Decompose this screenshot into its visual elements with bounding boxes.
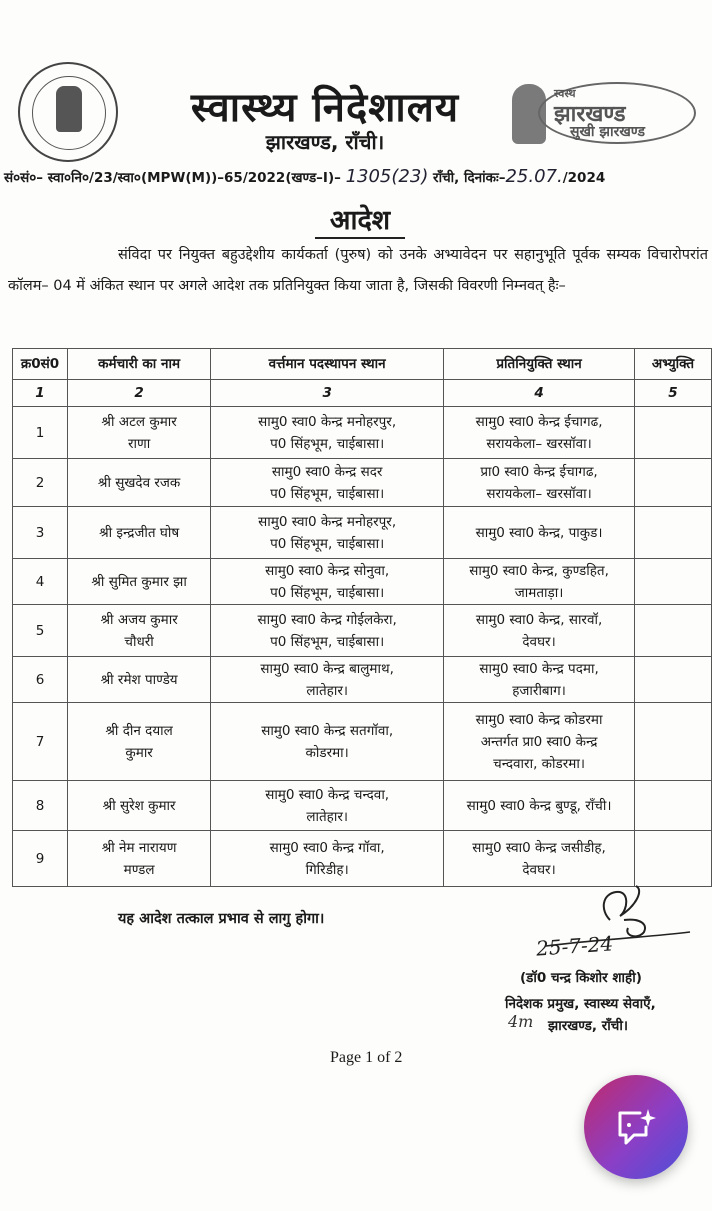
cell-sn: 4 <box>13 559 68 605</box>
lion-capital-icon <box>56 86 82 132</box>
cell-employee-name: श्री अजय कुमार चौधरी <box>68 605 211 657</box>
logo-line-1: स्वस्थ <box>554 87 576 100</box>
cell-deputation-place: सामु0 स्वा0 केन्द्र, सारवॉ, देवघर। <box>444 605 635 657</box>
cell-sn: 8 <box>13 781 68 831</box>
government-emblem <box>18 62 118 162</box>
cell-sn: 2 <box>13 459 68 507</box>
cell-deputation-place: सामु0 स्वा0 केन्द्र, कुण्डहित, जामताड़ा। <box>444 559 635 605</box>
page-number: Page 1 of 2 <box>330 1049 403 1066</box>
column-number: 5 <box>635 380 712 407</box>
column-number: 3 <box>211 380 444 407</box>
table-row <box>13 703 712 781</box>
cell-employee-name: श्री इन्द्रजीत घोष <box>68 507 211 559</box>
cell-employee-name: श्री दीन दयाल कुमार <box>68 703 211 781</box>
cell-deputation-place: सामु0 स्वा0 केन्द्र जसीडीह, देवघर। <box>444 831 635 887</box>
cell-current-posting: सामु0 स्वा0 केन्द्र बालुमाथ, लातेहार। <box>211 657 444 703</box>
ai-chat-sparkle-icon <box>614 1105 658 1149</box>
cell-current-posting: सामु0 स्वा0 केन्द्र मनोहरपुर, प0 सिंहभूम, चाईबासा। <box>211 407 444 459</box>
cell-employee-name: श्री सुरेश कुमार <box>68 781 211 831</box>
cell-remark <box>635 657 712 703</box>
cell-employee-name: श्री अटल कुमार राणा <box>68 407 211 459</box>
table-header-row <box>13 349 712 380</box>
header-remarks: अभ्युक्ति <box>635 349 712 380</box>
cell-remark <box>635 703 712 781</box>
cell-current-posting: सामु0 स्वा0 केन्द्र गोईलकेरा, प0 सिंहभूम, चाईबासा। <box>211 605 444 657</box>
cell-sn: 5 <box>13 605 68 657</box>
cell-deputation-place: सामु0 स्वा0 केन्द्र कोडरमा अन्तर्गत प्रा0 स्वा0 केन्द्र चन्दवारा, कोडरमा। <box>444 703 635 781</box>
column-number-row <box>13 380 712 407</box>
cell-current-posting: सामु0 स्वा0 केन्द्र मनोहरपूर, प0 सिंहभूम, चाईबासा। <box>211 507 444 559</box>
signature-date: 25-7-24 <box>535 931 614 961</box>
reference-prefix: सं०सं०– स्वा०नि०/23/स्वा०(MPW(M))–65/2022(खण्ड–I)– <box>4 170 341 186</box>
cell-deputation-place: सामु0 स्वा0 केन्द्र, पाकुड। <box>444 507 635 559</box>
logo-line-3: सुखी झारखण्ड <box>570 124 645 140</box>
cell-current-posting: सामु0 स्वा0 केन्द्र चन्दवा, लातेहार। <box>211 781 444 831</box>
cell-deputation-place: सामु0 स्वा0 केन्द्र पदमा, हजारीबाग। <box>444 657 635 703</box>
table-row <box>13 781 712 831</box>
cell-current-posting: सामु0 स्वा0 केन्द्र गॉवा, गिरिडीह। <box>211 831 444 887</box>
cell-employee-name: श्री नेम नारायण मण्डल <box>68 831 211 887</box>
cell-remark <box>635 605 712 657</box>
cell-employee-name: श्री सुखदेव रजक <box>68 459 211 507</box>
place-date-label: राँची, दिनांकः– <box>433 170 506 186</box>
column-number: 2 <box>68 380 211 407</box>
cell-remark <box>635 781 712 831</box>
reference-line <box>4 166 708 187</box>
cell-deputation-place: प्रा0 स्वा0 केन्द्र ईचागढ, सरायकेला– खरसॉवा। <box>444 459 635 507</box>
reference-year: /2024 <box>562 170 606 186</box>
document-subtitle: झारखण्ड, राँची। <box>265 130 385 154</box>
ai-assistant-button[interactable] <box>584 1075 688 1179</box>
cell-sn: 9 <box>13 831 68 887</box>
column-number: 1 <box>13 380 68 407</box>
signer-name: (डॉ0 चन्द्र किशोर शाही) <box>520 970 642 986</box>
table-row <box>13 559 712 605</box>
header-name: कर्मचारी का नाम <box>68 349 211 380</box>
cell-current-posting: सामु0 स्वा0 केन्द्र सोनुवा, प0 सिंहभूम, चाईबासा। <box>211 559 444 605</box>
column-number: 4 <box>444 380 635 407</box>
cell-sn: 3 <box>13 507 68 559</box>
cell-remark <box>635 459 712 507</box>
cell-sn: 7 <box>13 703 68 781</box>
table-row <box>13 605 712 657</box>
logo-line-2: झारखण्ड <box>554 102 626 127</box>
cell-sn: 1 <box>13 407 68 459</box>
cell-remark <box>635 407 712 459</box>
table-row <box>13 831 712 887</box>
cell-sn: 6 <box>13 657 68 703</box>
reference-number: 1305(23) <box>345 166 429 187</box>
signer-designation: निदेशक प्रमुख, स्वास्थ्य सेवाएँ, <box>505 996 656 1012</box>
order-title: आदेश <box>315 200 405 239</box>
cell-current-posting: सामु0 स्वा0 केन्द्र सतगॉवा, कोडरमा। <box>211 703 444 781</box>
table-row <box>13 507 712 559</box>
cell-employee-name: श्री रमेश पाण्डेय <box>68 657 211 703</box>
signer-location: झारखण्ड, राँची। <box>548 1018 628 1034</box>
cell-employee-name: श्री सुमित कुमार झा <box>68 559 211 605</box>
cell-remark <box>635 507 712 559</box>
cell-remark <box>635 559 712 605</box>
table-row <box>13 657 712 703</box>
deputation-table <box>12 348 712 887</box>
footer-note: यह आदेश तत्काल प्रभाव से लागु होगा। <box>118 911 325 927</box>
handwritten-initials: 4m <box>508 1012 534 1031</box>
header-deputation-place: प्रतिनियुक्ति स्थान <box>444 349 635 380</box>
cell-deputation-place: सामु0 स्वा0 केन्द्र बुण्डू, राँची। <box>444 781 635 831</box>
table-row <box>13 407 712 459</box>
cell-current-posting: सामु0 स्वा0 केन्द्र सदर प0 सिंहभूम, चाईबासा। <box>211 459 444 507</box>
swasth-jharkhand-logo <box>508 80 698 148</box>
cell-deputation-place: सामु0 स्वा0 केन्द्र ईचागढ, सरायकेला– खरसॉवा। <box>444 407 635 459</box>
document-title: स्वास्थ्य निदेशालय <box>190 85 460 131</box>
header-current-posting: वर्त्तमान पदस्थापन स्थान <box>211 349 444 380</box>
order-body-text: संविदा पर नियुक्त बहुउद्देशीय कार्यकर्ता (पुरुष) को उनके अभ्यावेदन पर सहानुभूति पूर्वक सम्यक विचारोपरांत कॉलम– 04 में अंकित स्थान पर अगले आदेश तक प्रतिनियुक्त किया जाता है, जिसकी विवरणी निम्नवत् हैः– <box>8 247 708 294</box>
table-row <box>13 459 712 507</box>
header-sn: क्र0सं0 <box>13 349 68 380</box>
cell-remark <box>635 831 712 887</box>
handwritten-date: 25.07. <box>505 166 563 187</box>
